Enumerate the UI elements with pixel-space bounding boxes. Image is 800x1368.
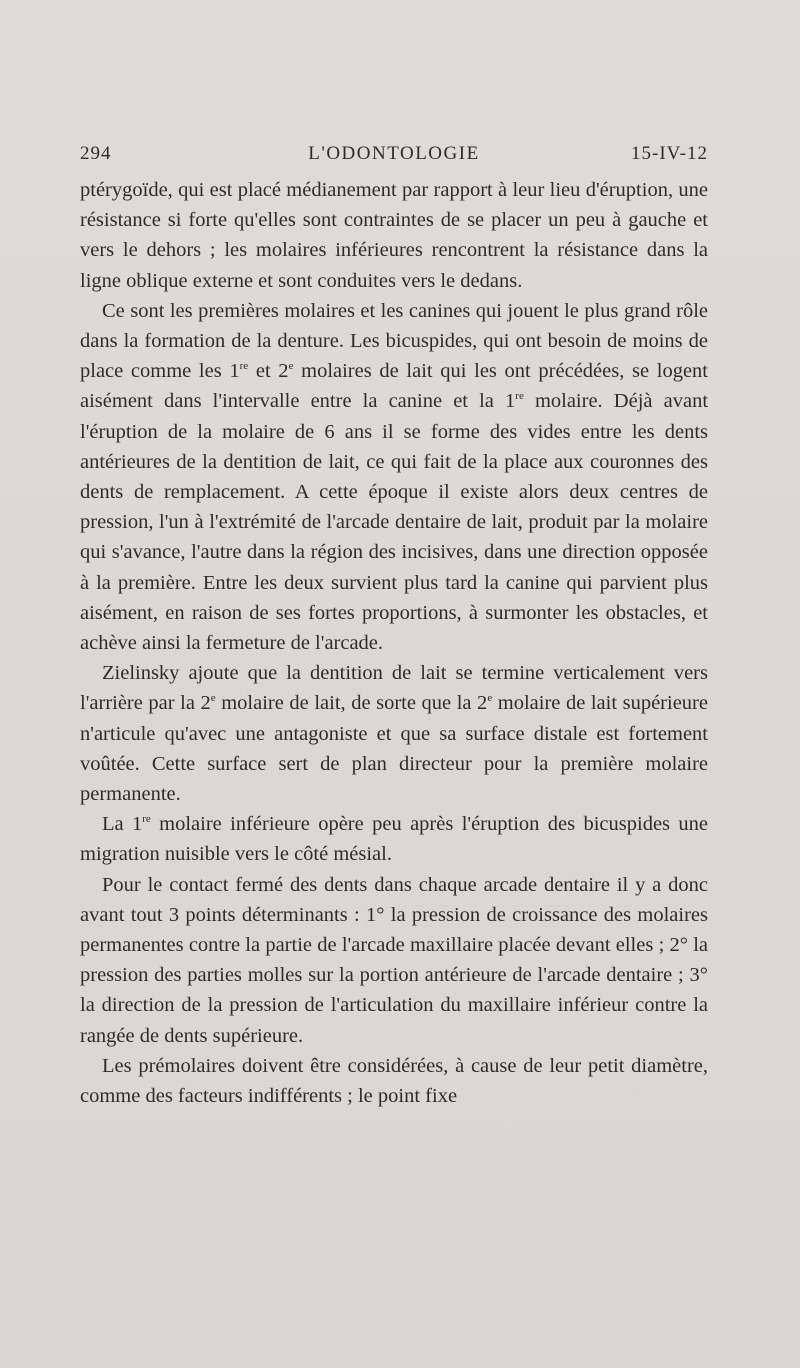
paragraph-6: Les prémolaires doivent être considérées, à cause de leur petit diamètre, comme des facteurs indifférents ; le point fixe bbox=[80, 1054, 708, 1108]
issue-date: 15-IV-12 bbox=[631, 143, 708, 164]
page-number: 294 bbox=[80, 143, 112, 164]
ordinal-suffix: re bbox=[142, 813, 151, 826]
ordinal-suffix: re bbox=[239, 360, 249, 373]
paragraph-1: ptérygoïde, qui est placé médianement par rapport à leur lieu d'éruption, une résistance si forte qu'elles sont contraintes de se placer un peu à gauche et vers le dehors ; les molaires inférieures rencontrent la résistance dans la ligne oblique externe et sont conduites vers le dedans. bbox=[80, 179, 708, 292]
running-title: L'ODONTOLOGIE bbox=[308, 143, 480, 164]
ordinal-suffix: e bbox=[210, 692, 216, 705]
paragraph-4: La 1re molaire inférieure opère peu après l'éruption des bicuspides une migration nuisible vers le côté mésial. bbox=[80, 813, 708, 866]
ordinal-suffix: e bbox=[288, 360, 294, 373]
ordinal-suffix: e bbox=[487, 692, 493, 705]
ordinal-suffix: re bbox=[515, 390, 524, 403]
paragraph-2: Ce sont les premières molaires et les canines qui jouent le plus grand rôle dans la formation de la denture. Les bicuspides, qui ont besoin de moins de place comme les 1re et 2e molaires de lait qui les ont précédées, se logent aisément dans l'intervalle entre la canine et la 1re molaire. Déjà avant l'éruption de la molaire de 6 ans il se forme des vides entre les dents antérieures de la dentition de lait, ce qui fait de la place aux couronnes des dents de remplacement. A cette époque il existe alors deux centres de pression, l'un à l'extrémité de l'arcade dentaire de lait, produit par la molaire qui s'avance, l'autre dans la région des incisives, dans une direction opposée à la première. Entre les deux survient plus tard la canine qui parvient plus aisément, en raison de ses fortes proportions, à surmonter les obstacles, et achève ainsi la fermeture de l'arcade. bbox=[80, 299, 709, 655]
paragraph-3: Zielinsky ajoute que la dentition de lait se termine verticalement vers l'arrière par la 2e molaire de lait, de sorte que la 2e molaire de lait supérieure n'articule qu'avec une antagoniste et que sa surface distale est fortement voûtée. Cette surface sert de plan directeur pour la première molaire permanente. bbox=[80, 662, 708, 806]
page-header bbox=[80, 143, 708, 171]
body-text bbox=[80, 175, 708, 1111]
paragraph-5: Pour le contact fermé des dents dans chaque arcade dentaire il y a donc avant tout 3 points déterminants : 1° la pression de croissance des molaires permanentes contre la partie de l'arcade maxillaire placée devant elles ; 2° la pression des parties molles sur la portion antérieure de l'arcade dentaire ; 3° la direction de la pression de l'articulation du maxillaire inférieur contre la rangée de dents supérieure. bbox=[80, 873, 708, 1047]
